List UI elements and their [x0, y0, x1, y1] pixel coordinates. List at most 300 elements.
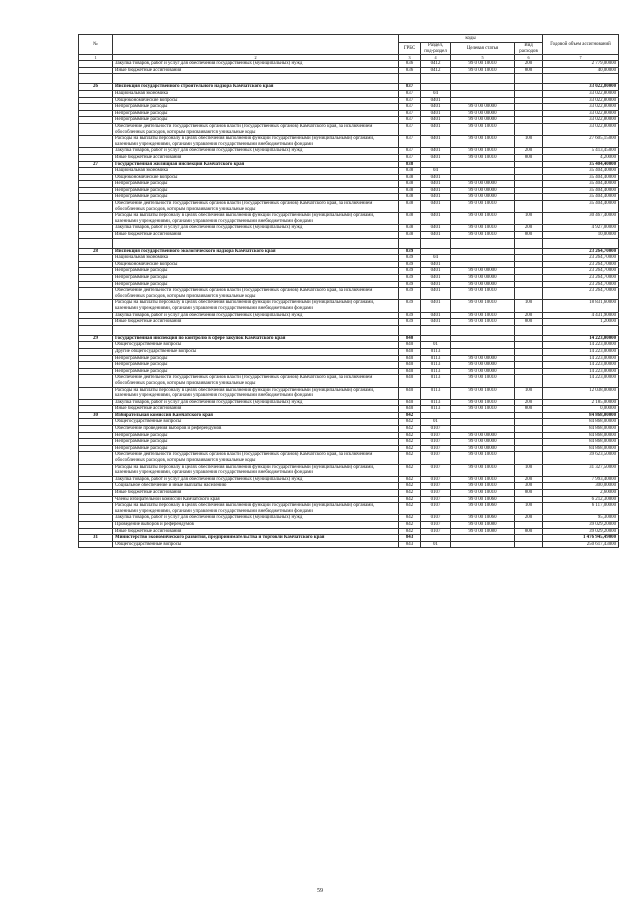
spacer-cell — [451, 325, 515, 335]
row-expense-type — [515, 181, 543, 188]
row-grbs: 840 — [399, 348, 421, 355]
table-row — [79, 261, 619, 268]
row-grbs: 837 — [399, 84, 421, 91]
row-amount: 39 029,20000 — [543, 528, 619, 535]
row-grbs: 838 — [399, 201, 421, 213]
table-row — [79, 312, 619, 319]
table-row — [79, 154, 619, 161]
row-number — [79, 528, 113, 535]
table-row — [79, 67, 619, 74]
row-target-article — [451, 535, 515, 542]
row-amount: 14 223,00000 — [543, 335, 619, 342]
row-razdel: 0401 — [421, 288, 451, 300]
row-name: Непрограммные расходы — [113, 268, 399, 275]
row-name: Закупка товаров, работ и услуг для обеспечения государственных (муниципальных) нужд — [113, 515, 399, 522]
row-grbs: 842 — [399, 490, 421, 497]
row-grbs: 842 — [399, 412, 421, 419]
row-expense-type — [515, 412, 543, 419]
row-razdel — [421, 335, 451, 342]
row-name: Общегосударственные вопросы — [113, 342, 399, 349]
row-name: Обеспечение деятельности государственных органов власти (государственных органов) Камчатского края, за исключением обособленных расходов, которым присваиваются уникальные коды — [113, 288, 399, 300]
row-name: Иные бюджетные ассигнования — [113, 406, 399, 413]
row-name: Общеэкономические вопросы — [113, 261, 399, 268]
spacer-cell — [399, 325, 421, 335]
table-row — [79, 288, 619, 300]
row-razdel: 04 — [421, 90, 451, 97]
row-razdel: 0113 — [421, 355, 451, 362]
row-expense-type — [515, 90, 543, 97]
table-row — [79, 232, 619, 239]
row-amount: 14 223,00000 — [543, 368, 619, 375]
row-expense-type — [515, 174, 543, 181]
row-grbs: 837 — [399, 148, 421, 155]
row-number — [79, 232, 113, 239]
row-number: 29 — [79, 335, 113, 342]
row-razdel: 0107 — [421, 515, 451, 522]
row-number — [79, 213, 113, 225]
row-number: 26 — [79, 84, 113, 91]
col-number-3: 3 — [399, 55, 421, 61]
row-amount: 33 022,80000 — [543, 97, 619, 104]
table-row — [79, 432, 619, 439]
row-target-article: 99 0 00 00000 — [451, 281, 515, 288]
col-vr-header: Вид расходов — [515, 43, 543, 55]
row-target-article: 99 0 00 10060 — [451, 515, 515, 522]
row-name: Иные бюджетные ассигнования — [113, 490, 399, 497]
row-grbs: 842 — [399, 419, 421, 426]
row-number — [79, 476, 113, 483]
row-expense-type — [515, 362, 543, 369]
row-expense-type: 200 — [515, 225, 543, 232]
row-amount: 30 467,40000 — [543, 213, 619, 225]
row-razdel — [421, 84, 451, 91]
row-expense-type — [515, 104, 543, 111]
row-expense-type: 200 — [515, 476, 543, 483]
table-row — [79, 406, 619, 413]
row-expense-type — [515, 335, 543, 342]
col-grbs-header: ГРБС — [399, 43, 421, 55]
row-target-article: 99 0 00 10010 — [451, 154, 515, 161]
row-razdel: 0107 — [421, 426, 451, 433]
row-name: Обеспечение деятельности государственных органов власти (государственных органов) Камчатского края, за исключением обособленных расходов, которым присваиваются уникальные коды — [113, 201, 399, 213]
row-name: Обеспечение деятельности государственных органов власти (государственных органов) Камчатского края, за исключением обособленных расходов, которым присваиваются уникальные коды — [113, 123, 399, 135]
row-razdel: 0107 — [421, 521, 451, 528]
row-grbs: 837 — [399, 117, 421, 124]
row-razdel — [421, 248, 451, 255]
row-name: Непрограммные расходы — [113, 445, 399, 452]
row-grbs: 839 — [399, 268, 421, 275]
col-number-4: 4 — [421, 55, 451, 61]
table-row — [79, 110, 619, 117]
row-name: Министерство экономического развития, предпринимательства и торговли Камчатского края — [113, 535, 399, 542]
row-target-article: 99 0 00 00000 — [451, 187, 515, 194]
row-number — [79, 515, 113, 522]
row-target-article: 99 0 00 10080 — [451, 528, 515, 535]
row-grbs: 837 — [399, 123, 421, 135]
row-name: Расходы на выплаты персоналу в целях обеспечения выполнения функций государственными (муниципальными) органами, казенными учреждениями, органами управления государственными внебюджетными фондами — [113, 464, 399, 476]
row-target-article: 99 0 00 10010 — [451, 399, 515, 406]
row-amount: 7 993,40000 — [543, 476, 619, 483]
row-number — [79, 104, 113, 111]
row-target-article: 99 0 00 10010 — [451, 387, 515, 399]
row-razdel: 0401 — [421, 181, 451, 188]
row-expense-type — [515, 255, 543, 262]
row-razdel: 0113 — [421, 368, 451, 375]
row-name: Государственная инспекция по контролю в сфере закупок Камчатского края — [113, 335, 399, 342]
spacer-cell — [515, 238, 543, 248]
row-number — [79, 445, 113, 452]
table-row — [79, 90, 619, 97]
row-grbs: 838 — [399, 194, 421, 201]
row-number — [79, 110, 113, 117]
spacer-cell — [515, 325, 543, 335]
row-target-article — [451, 541, 515, 548]
row-target-article: 99 0 00 10060 — [451, 496, 515, 503]
row-target-article: 99 0 00 10010 — [451, 225, 515, 232]
row-amount: 4 431,90000 — [543, 312, 619, 319]
row-expense-type — [515, 123, 543, 135]
row-expense-type — [515, 84, 543, 91]
row-expense-type: 800 — [515, 232, 543, 239]
row-number — [79, 187, 113, 194]
row-amount: 1 476 945,49000 — [543, 535, 619, 542]
table-row — [79, 104, 619, 111]
row-expense-type: 100 — [515, 464, 543, 476]
row-name: Другие общегосударственные вопросы — [113, 348, 399, 355]
row-number — [79, 201, 113, 213]
row-expense-type: 800 — [515, 67, 543, 74]
table-row — [79, 61, 619, 68]
row-grbs: 838 — [399, 181, 421, 188]
row-name: Непрограммные расходы — [113, 181, 399, 188]
row-name: Непрограммные расходы — [113, 362, 399, 369]
row-amount: 23 264,70000 — [543, 255, 619, 262]
row-number — [79, 255, 113, 262]
row-amount: 300,00000 — [543, 483, 619, 490]
row-razdel: 0113 — [421, 387, 451, 399]
row-expense-type — [515, 368, 543, 375]
row-razdel: 0107 — [421, 452, 451, 464]
table-row — [79, 412, 619, 419]
row-expense-type — [515, 452, 543, 464]
row-grbs: 839 — [399, 319, 421, 326]
spacer-cell — [399, 74, 421, 84]
row-expense-type: 200 — [515, 515, 543, 522]
row-target-article: 99 0 00 10080 — [451, 521, 515, 528]
row-amount: 23 264,70000 — [543, 275, 619, 282]
row-name: Избирательная комиссия Камчатского края — [113, 412, 399, 419]
row-amount: 31 327,50000 — [543, 464, 619, 476]
row-target-article: 99 0 00 10010 — [451, 213, 515, 225]
table-row — [79, 225, 619, 232]
row-name: Закупка товаров, работ и услуг для обеспечения государственных (муниципальных) нужд — [113, 399, 399, 406]
col-number-1: 1 — [79, 55, 113, 61]
row-name: Иные бюджетные ассигнования — [113, 67, 399, 74]
row-name: Национальная экономика — [113, 168, 399, 175]
row-amount: 33 022,80000 — [543, 104, 619, 111]
row-razdel: 0401 — [421, 319, 451, 326]
row-expense-type: 100 — [515, 503, 543, 515]
row-target-article: 99 0 00 10010 — [451, 136, 515, 148]
row-grbs: 842 — [399, 426, 421, 433]
row-grbs: 838 — [399, 187, 421, 194]
table-row — [79, 248, 619, 255]
row-amount: 1,20000 — [543, 319, 619, 326]
row-name: Национальная экономика — [113, 255, 399, 262]
row-number — [79, 194, 113, 201]
row-target-article: 99 0 00 00000 — [451, 368, 515, 375]
table-row — [79, 515, 619, 522]
row-grbs: 842 — [399, 483, 421, 490]
row-number — [79, 174, 113, 181]
row-grbs: 839 — [399, 281, 421, 288]
table-row — [79, 348, 619, 355]
spacer-cell — [421, 238, 451, 248]
table-row — [79, 255, 619, 262]
row-name: Расходы на выплаты персоналу в целях обеспечения выполнения функций государственными (муниципальными) органами, казенными учреждениями, органами управления государственными внебюджетными фондами — [113, 213, 399, 225]
table-row — [79, 281, 619, 288]
row-expense-type — [515, 541, 543, 548]
row-target-article: 99 0 00 10010 — [451, 375, 515, 387]
row-razdel: 0401 — [421, 174, 451, 181]
row-name: Национальная экономика — [113, 90, 399, 97]
row-number — [79, 490, 113, 497]
budget-table — [78, 34, 619, 548]
spacer-cell — [543, 325, 619, 335]
row-amount: 95,30000 — [543, 515, 619, 522]
row-name: Государственная жилищная инспекция Камчатского края — [113, 161, 399, 168]
table-row — [79, 123, 619, 135]
spacer-cell — [451, 238, 515, 248]
spacer-cell — [515, 74, 543, 84]
row-number — [79, 67, 113, 74]
row-grbs: 838 — [399, 168, 421, 175]
row-expense-type: 200 — [515, 399, 543, 406]
table-row — [79, 194, 619, 201]
spacer-cell — [421, 325, 451, 335]
row-grbs: 839 — [399, 300, 421, 312]
table-row — [79, 300, 619, 312]
table-row — [79, 452, 619, 464]
spacer-cell — [543, 238, 619, 248]
table-row — [79, 148, 619, 155]
row-expense-type — [515, 342, 543, 349]
row-expense-type — [515, 110, 543, 117]
row-target-article: 99 0 00 10010 — [451, 312, 515, 319]
row-target-article: 99 0 00 10010 — [451, 464, 515, 476]
row-razdel: 0107 — [421, 445, 451, 452]
row-razdel: 0107 — [421, 496, 451, 503]
row-target-article: 99 0 00 00000 — [451, 445, 515, 452]
row-name: Общеэкономические вопросы — [113, 174, 399, 181]
row-expense-type — [515, 355, 543, 362]
row-name: Закупка товаров, работ и услуг для обеспечения государственных (муниципальных) нужд — [113, 61, 399, 68]
row-amount: 18 831,60000 — [543, 300, 619, 312]
row-number — [79, 419, 113, 426]
row-number — [79, 452, 113, 464]
table-row — [79, 387, 619, 399]
row-expense-type — [515, 288, 543, 300]
row-razdel: 0107 — [421, 528, 451, 535]
col-sum-header: Годовой объем ассигнований — [543, 35, 619, 55]
row-razdel: 0107 — [421, 432, 451, 439]
table-row — [79, 201, 619, 213]
budget-table-sheet — [78, 34, 618, 548]
table-row — [79, 503, 619, 515]
row-number — [79, 181, 113, 188]
row-expense-type — [515, 248, 543, 255]
table-row — [79, 439, 619, 446]
row-grbs: 837 — [399, 90, 421, 97]
row-amount: 2 185,00000 — [543, 399, 619, 406]
row-number — [79, 368, 113, 375]
row-number — [79, 406, 113, 413]
row-target-article: 99 0 00 10010 — [451, 123, 515, 135]
row-expense-type — [515, 348, 543, 355]
row-number — [79, 503, 113, 515]
row-name: Непрограммные расходы — [113, 187, 399, 194]
row-name: Расходы на выплаты персоналу в целях обеспечения выполнения функций государственными (муниципальными) органами, казенными учреждениями, органами управления государственными внебюджетными фондами — [113, 136, 399, 148]
codes-header: коды — [399, 35, 543, 43]
row-razdel: 0107 — [421, 483, 451, 490]
row-name: Обеспечение деятельности государственных органов власти (государственных органов) Камчатского края, за исключением обособленных расходов, которым присваиваются уникальные коды — [113, 452, 399, 464]
row-number — [79, 281, 113, 288]
row-target-article: 99 0 00 00000 — [451, 439, 515, 446]
row-expense-type — [515, 187, 543, 194]
row-number — [79, 464, 113, 476]
row-name: Непрограммные расходы — [113, 355, 399, 362]
row-amount: 250 617,43000 — [543, 541, 619, 548]
row-razdel: 0401 — [421, 136, 451, 148]
table-row — [79, 496, 619, 503]
row-expense-type — [515, 161, 543, 168]
row-number — [79, 521, 113, 528]
row-amount: 27 605,15000 — [543, 136, 619, 148]
row-target-article: 99 0 00 10010 — [451, 61, 515, 68]
row-number — [79, 319, 113, 326]
row-amount: 14 223,00000 — [543, 348, 619, 355]
row-razdel: 0107 — [421, 476, 451, 483]
row-grbs: 842 — [399, 445, 421, 452]
row-name: Непрограммные расходы — [113, 368, 399, 375]
row-amount: 33 022,80000 — [543, 90, 619, 97]
row-target-article: 99 0 00 00000 — [451, 117, 515, 124]
row-amount: 23 264,70000 — [543, 288, 619, 300]
table-row — [79, 168, 619, 175]
row-grbs: 843 — [399, 541, 421, 548]
row-grbs: 837 — [399, 136, 421, 148]
row-amount: 35 404,40000 — [543, 187, 619, 194]
row-grbs: 837 — [399, 97, 421, 104]
row-grbs: 840 — [399, 342, 421, 349]
row-razdel — [421, 535, 451, 542]
row-number — [79, 362, 113, 369]
row-amount: 2 779,00000 — [543, 61, 619, 68]
spacer-cell — [421, 74, 451, 84]
row-razdel: 0113 — [421, 362, 451, 369]
row-amount: 35 404,40000 — [543, 161, 619, 168]
row-target-article — [451, 419, 515, 426]
row-grbs: 838 — [399, 161, 421, 168]
table-row — [79, 136, 619, 148]
row-number — [79, 154, 113, 161]
row-amount: 84 868,00000 — [543, 426, 619, 433]
row-razdel: 0401 — [421, 312, 451, 319]
row-razdel: 0401 — [421, 110, 451, 117]
row-target-article: 99 0 00 10010 — [451, 483, 515, 490]
row-name: Иные бюджетные ассигнования — [113, 154, 399, 161]
table-row — [79, 490, 619, 497]
row-number — [79, 117, 113, 124]
row-target-article: 99 0 00 00000 — [451, 268, 515, 275]
row-razdel: 0401 — [421, 261, 451, 268]
row-name: Закупка товаров, работ и услуг для обеспечения государственных (муниципальных) нужд — [113, 476, 399, 483]
row-target-article — [451, 261, 515, 268]
row-razdel: 0401 — [421, 187, 451, 194]
row-name: Иные бюджетные ассигнования — [113, 528, 399, 535]
row-target-article — [451, 342, 515, 349]
row-name: Расходы на выплаты персоналу в целях обеспечения выполнения функций государственными (муниципальными) органами, казенными учреждениями, органами управления государственными внебюджетными фондами — [113, 387, 399, 399]
row-amount: 14 223,00000 — [543, 362, 619, 369]
row-razdel: 01 — [421, 541, 451, 548]
table-row — [79, 84, 619, 91]
row-name: Инспекция государственного строительного надзора Камчатского края — [113, 84, 399, 91]
row-target-article — [451, 161, 515, 168]
row-grbs: 842 — [399, 464, 421, 476]
row-number — [79, 355, 113, 362]
col-number-6: 6 — [515, 55, 543, 61]
row-name: Расходы на выплаты персоналу в целях обеспечения выполнения функций государственными (муниципальными) органами, казенными учреждениями, органами управления государственными внебюджетными фондами — [113, 300, 399, 312]
row-expense-type — [515, 201, 543, 213]
row-amount: 14 223,00000 — [543, 375, 619, 387]
table-row — [79, 187, 619, 194]
row-name: Расходы на выплаты персоналу в целях обеспечения выполнения функций государственными (муниципальными) органами, казенными учреждениями, органами управления государственными внебюджетными фондами — [113, 503, 399, 515]
row-name: Общегосударственные вопросы — [113, 419, 399, 426]
row-target-article: 99 0 00 10010 — [451, 201, 515, 213]
page-number: 59 — [317, 888, 323, 894]
table-row — [79, 275, 619, 282]
row-razdel: 0401 — [421, 148, 451, 155]
row-name: Члены избирательной комиссии Камчатского края — [113, 496, 399, 503]
row-number — [79, 312, 113, 319]
row-grbs: 842 — [399, 432, 421, 439]
row-expense-type: 100 — [515, 136, 543, 148]
row-number: 27 — [79, 161, 113, 168]
row-razdel: 0113 — [421, 375, 451, 387]
row-razdel: 0401 — [421, 281, 451, 288]
row-razdel: 0113 — [421, 399, 451, 406]
spacer-cell — [79, 74, 113, 84]
row-target-article: 99 0 00 10010 — [451, 148, 515, 155]
row-amount: 39 029,20000 — [543, 521, 619, 528]
row-amount: 84 868,00000 — [543, 412, 619, 419]
row-amount: 35 404,40000 — [543, 181, 619, 188]
row-razdel: 0412 — [421, 61, 451, 68]
row-amount: 33 022,80000 — [543, 117, 619, 124]
row-amount: 6 117,00000 — [543, 503, 619, 515]
row-number — [79, 225, 113, 232]
row-grbs: 837 — [399, 110, 421, 117]
row-amount: 84 868,00000 — [543, 439, 619, 446]
col-no-header: № — [79, 35, 113, 55]
row-amount: 2,60000 — [543, 490, 619, 497]
row-number: 28 — [79, 248, 113, 255]
row-target-article: 99 0 00 00000 — [451, 110, 515, 117]
row-target-article: 99 0 00 00000 — [451, 355, 515, 362]
row-grbs: 837 — [399, 104, 421, 111]
row-name: Закупка товаров, работ и услуг для обеспечения государственных (муниципальных) нужд — [113, 312, 399, 319]
row-razdel — [421, 161, 451, 168]
